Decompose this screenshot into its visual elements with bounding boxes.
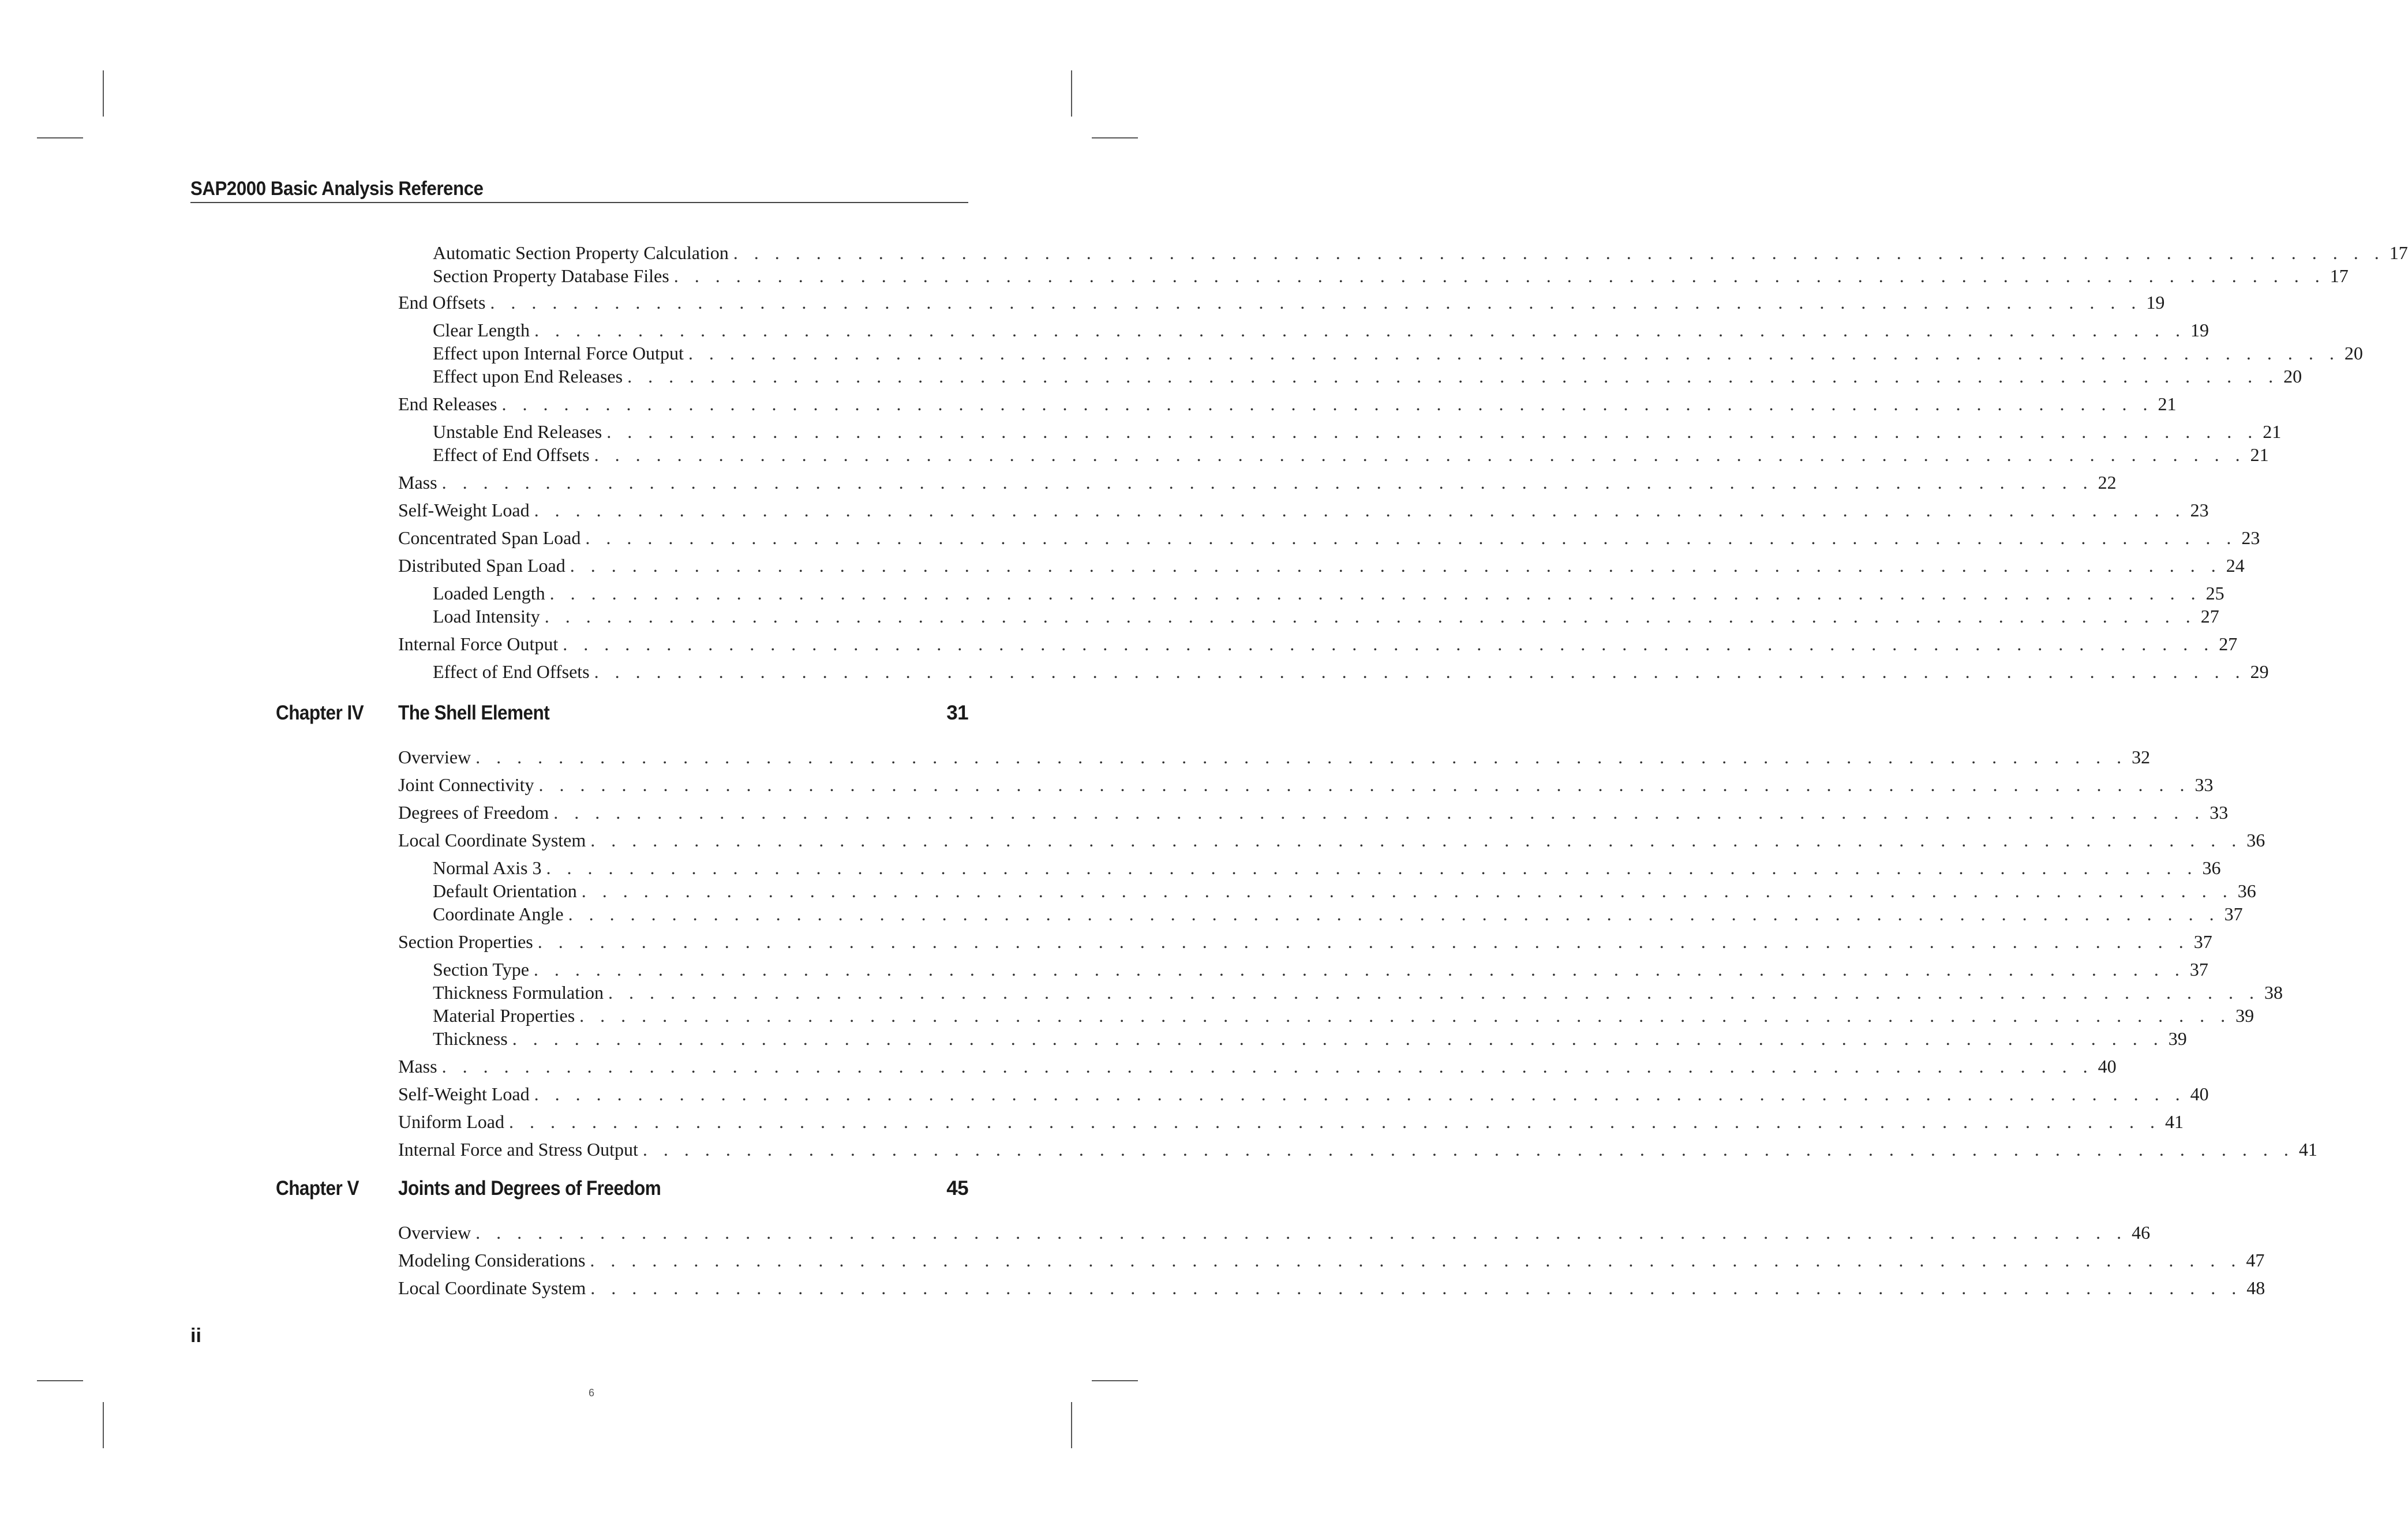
dot-leader: . . . . . . . . . . . . . . . . . . . . . . . . . . . . . . . . . . . . . . . . . . . . . . . . . . . . . . . . . . . . . . . . . . . . . . . . . . . . . . . . [568, 904, 2220, 924]
toc-entry-title: Effect of End Offsets [433, 444, 590, 465]
toc-entry-page: 46 [2132, 1222, 2151, 1243]
toc-entry[interactable] [398, 1082, 2209, 1105]
toc-entry-page: 25 [2205, 583, 2225, 604]
dot-leader: . . . . . . . . . . . . . . . . . . . . . . . . . . . . . . . . . . . . . . . . . . . . . . . . . . . . . . . . . . . . . . . . . . . . . . . . . . . . . . . . [590, 1250, 2242, 1271]
dot-leader: . . . . . . . . . . . . . . . . . . . . . . . . . . . . . . . . . . . . . . . . . . . . . . . . . . . . . . . . . . . . . . . . . . . . . . . . . . . . . . . . [534, 320, 2186, 340]
toc-subentry[interactable] [433, 1027, 2187, 1050]
toc-subentry[interactable] [433, 958, 2208, 981]
toc-entry-title: Effect upon End Releases [433, 366, 623, 387]
toc-entry-page: 41 [2164, 1111, 2184, 1132]
toc-entry[interactable] [398, 1138, 2317, 1161]
toc-entry[interactable] [398, 773, 2214, 796]
toc-entry[interactable] [398, 1055, 2117, 1078]
toc-entry-page: 23 [2241, 527, 2260, 548]
toc-subentry[interactable] [433, 605, 2219, 628]
toc-entry-page: 36 [2246, 830, 2265, 850]
toc-entry-title: Thickness [433, 1028, 508, 1049]
toc-entry[interactable] [398, 1221, 2151, 1244]
toc-entry-title: Degrees of Freedom [398, 802, 549, 823]
toc-entry-title: Local Coordinate System [398, 1277, 586, 1298]
toc-entry[interactable] [398, 745, 2151, 769]
chapter-title[interactable]: The Shell Element [398, 702, 550, 724]
toc-entry-title: Default Orientation [433, 880, 577, 901]
toc-entry-page: 20 [2283, 366, 2302, 387]
toc-entry-page: 20 [2344, 343, 2363, 363]
toc-entry[interactable] [398, 526, 2260, 549]
toc-entry-page: 22 [2098, 472, 2117, 493]
toc-subentry[interactable] [433, 856, 2221, 879]
toc-entry-title: Internal Force Output [398, 634, 559, 654]
toc-subentry[interactable] [433, 241, 2408, 264]
toc-entry-title: Automatic Section Property Calculation [433, 242, 729, 263]
toc-entry-title: Concentrated Span Load [398, 527, 581, 548]
chapter-heading [276, 699, 968, 727]
dot-leader: . . . . . . . . . . . . . . . . . . . . . . . . . . . . . . . . . . . . . . . . . . . . . . . . . . . . . . . . . . . . . . . . . . . . . . . . . . . . . . . . [688, 343, 2340, 363]
toc-entry-page: 27 [2219, 634, 2238, 654]
toc-entry-title: Overview [398, 747, 471, 767]
chapter-page: 45 [946, 1177, 968, 1200]
toc-entry-page: 37 [2189, 959, 2208, 980]
toc-entry-title: End Releases [398, 394, 497, 414]
dot-leader: . . . . . . . . . . . . . . . . . . . . . . . . . . . . . . . . . . . . . . . . . . . . . . . . . . . . . . . . . . . . . . . . . . . . . . . . . . . . . . . . [537, 931, 2189, 952]
toc-subentry[interactable] [433, 981, 2283, 1004]
dot-leader: . . . . . . . . . . . . . . . . . . . . . . . . . . . . . . . . . . . . . . . . . . . . . . . . . . . . . . . . . . . . . . . . . . . . . . . . . . . . . . . . [441, 1056, 2094, 1077]
toc-entry-page: 24 [2226, 555, 2245, 576]
dot-leader: . . . . . . . . . . . . . . . . . . . . . . . . . . . . . . . . . . . . . . . . . . . . . . . . . . . . . . . . . . . . . . . . . . . . . . . . . . . . . . . . [590, 830, 2242, 850]
toc-entry-page: 47 [2246, 1250, 2265, 1271]
toc-entry[interactable] [398, 499, 2209, 522]
toc-entry-title: Effect upon Internal Force Output [433, 343, 684, 363]
page-number: 6 [588, 1387, 594, 1399]
dot-leader: . . . . . . . . . . . . . . . . . . . . . . . . . . . . . . . . . . . . . . . . . . . . . . . . . . . . . . . . . . . . . . . . . . . . . . . . . . . . . . . . [475, 1222, 2128, 1243]
toc-entry-page: 33 [2194, 774, 2214, 795]
toc-subentry[interactable] [433, 1004, 2255, 1027]
toc-entry-title: Coordinate Angle [433, 904, 564, 924]
toc-subentry[interactable] [433, 443, 2269, 466]
dot-leader: . . . . . . . . . . . . . . . . . . . . . . . . . . . . . . . . . . . . . . . . . . . . . . . . . . . . . . . . . . . . . . . . . . . . . . . . . . . . . . . . [608, 982, 2260, 1003]
toc-entry-page: 23 [2190, 500, 2209, 520]
dot-leader: . . . . . . . . . . . . . . . . . . . . . . . . . . . . . . . . . . . . . . . . . . . . . . . . . . . . . . . . . . . . . . . . . . . . . . . . . . . . . . . . [594, 444, 2246, 465]
dot-leader: . . . . . . . . . . . . . . . . . . . . . . . . . . . . . . . . . . . . . . . . . . . . . . . . . . . . . . . . . . . . . . . . . . . . . . . . . . . . . . . . [501, 394, 2154, 414]
toc-entry-title: Local Coordinate System [398, 830, 586, 850]
dot-leader: . . . . . . . . . . . . . . . . . . . . . . . . . . . . . . . . . . . . . . . . . . . . . . . . . . . . . . . . . . . . . . . . . . . . . . . . . . . . . . . . [441, 472, 2094, 493]
dot-leader: . . . . . . . . . . . . . . . . . . . . . . . . . . . . . . . . . . . . . . . . . . . . . . . . . . . . . . . . . . . . . . . . . . . . . . . . . . . . . . . . [673, 265, 2325, 286]
toc-entry-title: Self-Weight Load [398, 1084, 530, 1104]
toc-subentry[interactable] [433, 902, 2243, 925]
dot-leader: . . . . . . . . . . . . . . . . . . . . . . . . . . . . . . . . . . . . . . . . . . . . . . . . . . . . . . . . . . . . . . . . . . . . . . . . . . . . . . . . [594, 661, 2246, 682]
toc-entry-page: 19 [2146, 292, 2165, 313]
toc-entry-title: Load Intensity [433, 606, 540, 627]
toc-entry-page: 21 [2263, 421, 2282, 442]
dot-leader: . . . . . . . . . . . . . . . . . . . . . . . . . . . . . . . . . . . . . . . . . . . . . . . . . . . . . . . . . . . . . . . . . . . . . . . . . . . . . . . . [733, 242, 2385, 263]
toc-subentry[interactable] [433, 879, 2256, 902]
dot-leader: . . . . . . . . . . . . . . . . . . . . . . . . . . . . . . . . . . . . . . . . . . . . . . . . . . . . . . . . . . . . . . . . . . . . . . . . . . . . . . . . [627, 366, 2279, 387]
dot-leader: . . . . . . . . . . . . . . . . . . . . . . . . . . . . . . . . . . . . . . . . . . . . . . . . . . . . . . . . . . . . . . . . . . . . . . . . . . . . . . . . [553, 802, 2205, 823]
toc-entry-page: 37 [2224, 904, 2243, 924]
toc-entry-title: Mass [398, 472, 437, 493]
toc-entry-title: End Offsets [398, 292, 486, 313]
toc-entry-page: 36 [2237, 880, 2256, 901]
toc-subentry[interactable] [433, 420, 2282, 443]
dot-leader: . . . . . . . . . . . . . . . . . . . . . . . . . . . . . . . . . . . . . . . . . . . . . . . . . . . . . . . . . . . . . . . . . . . . . . . . . . . . . . . . [549, 583, 2201, 604]
folio: ii [190, 1325, 201, 1347]
toc-subentry[interactable] [433, 365, 2302, 388]
toc-entry-page: 39 [2168, 1028, 2187, 1049]
toc-entry-page: 40 [2190, 1084, 2209, 1104]
toc-entry[interactable] [398, 471, 2117, 494]
toc-entry-title: Uniform Load [398, 1111, 504, 1132]
toc-entry[interactable] [398, 392, 2177, 415]
dot-leader: . . . . . . . . . . . . . . . . . . . . . . . . . . . . . . . . . . . . . . . . . . . . . . . . . . . . . . . . . . . . . . . . . . . . . . . . . . . . . . . . [508, 1111, 2160, 1132]
toc-entry[interactable] [398, 930, 2212, 953]
dot-leader: . . . . . . . . . . . . . . . . . . . . . . . . . . . . . . . . . . . . . . . . . . . . . . . . . . . . . . . . . . . . . . . . . . . . . . . . . . . . . . . . [534, 500, 2186, 520]
toc-entry-page: 27 [2200, 606, 2219, 627]
toc-subentry[interactable] [433, 264, 2349, 287]
toc-entry-title: Distributed Span Load [398, 555, 566, 576]
toc-entry-title: Material Properties [433, 1005, 575, 1026]
running-head: SAP2000 Basic Analysis Reference [190, 178, 484, 200]
toc-entry-title: Overview [398, 1222, 471, 1243]
toc-entry-title: Mass [398, 1056, 437, 1077]
toc-entry-page: 40 [2098, 1056, 2117, 1077]
toc-entry[interactable] [398, 554, 2245, 577]
toc-entry-page: 37 [2193, 931, 2212, 952]
toc-entry-page: 17 [2330, 265, 2349, 286]
dot-leader: . . . . . . . . . . . . . . . . . . . . . . . . . . . . . . . . . . . . . . . . . . . . . . . . . . . . . . . . . . . . . . . . . . . . . . . . . . . . . . . . [581, 880, 2233, 901]
toc-entry-page: 32 [2132, 747, 2151, 767]
dot-leader: . . . . . . . . . . . . . . . . . . . . . . . . . . . . . . . . . . . . . . . . . . . . . . . . . . . . . . . . . . . . . . . . . . . . . . . . . . . . . . . . [642, 1139, 2294, 1160]
dot-leader: . . . . . . . . . . . . . . . . . . . . . . . . . . . . . . . . . . . . . . . . . . . . . . . . . . . . . . . . . . . . . . . . . . . . . . . . . . . . . . . . [533, 959, 2185, 980]
chapter-label: Chapter IV [276, 702, 364, 724]
toc-entry-page: 19 [2190, 320, 2209, 340]
dot-leader: . . . . . . . . . . . . . . . . . . . . . . . . . . . . . . . . . . . . . . . . . . . . . . . . . . . . . . . . . . . . . . . . . . . . . . . . . . . . . . . . [538, 774, 2190, 795]
dot-leader: . . . . . . . . . . . . . . . . . . . . . . . . . . . . . . . . . . . . . . . . . . . . . . . . . . . . . . . . . . . . . . . . . . . . . . . . . . . . . . . . [546, 857, 2198, 878]
toc-entry-title: Self-Weight Load [398, 500, 530, 520]
toc-entry-title: Modeling Considerations [398, 1250, 586, 1271]
dot-leader: . . . . . . . . . . . . . . . . . . . . . . . . . . . . . . . . . . . . . . . . . . . . . . . . . . . . . . . . . . . . . . . . . . . . . . . . . . . . . . . . [512, 1028, 2164, 1049]
toc-entry-title: Clear Length [433, 320, 530, 340]
toc-entry-page: 21 [2158, 394, 2177, 414]
toc-entry-page: 48 [2246, 1277, 2265, 1298]
toc-entry-title: Thickness Formulation [433, 982, 604, 1003]
toc-entry[interactable] [398, 801, 2229, 824]
dot-leader: . . . . . . . . . . . . . . . . . . . . . . . . . . . . . . . . . . . . . . . . . . . . . . . . . . . . . . . . . . . . . . . . . . . . . . . . . . . . . . . . [544, 606, 2196, 627]
toc-subentry[interactable] [433, 660, 2269, 683]
toc-entry-page: 21 [2250, 444, 2269, 465]
toc-entry-title: Section Type [433, 959, 529, 980]
toc-subentry[interactable] [433, 582, 2225, 605]
toc-entry-title: Effect of End Offsets [433, 661, 590, 682]
dot-leader: . . . . . . . . . . . . . . . . . . . . . . . . . . . . . . . . . . . . . . . . . . . . . . . . . . . . . . . . . . . . . . . . . . . . . . . . . . . . . . . . [563, 634, 2215, 654]
chapter-heading [276, 1175, 968, 1202]
toc-entry-title: Normal Axis 3 [433, 857, 542, 878]
dot-leader: . . . . . . . . . . . . . . . . . . . . . . . . . . . . . . . . . . . . . . . . . . . . . . . . . . . . . . . . . . . . . . . . . . . . . . . . . . . . . . . . [570, 555, 2222, 576]
dot-leader: . . . . . . . . . . . . . . . . . . . . . . . . . . . . . . . . . . . . . . . . . . . . . . . . . . . . . . . . . . . . . . . . . . . . . . . . . . . . . . . . [606, 421, 2259, 442]
toc-subentry[interactable] [433, 318, 2209, 342]
dot-leader: . . . . . . . . . . . . . . . . . . . . . . . . . . . . . . . . . . . . . . . . . . . . . . . . . . . . . . . . . . . . . . . . . . . . . . . . . . . . . . . . [490, 292, 2142, 313]
toc-entry-page: 29 [2250, 661, 2269, 682]
toc-entry-page: 38 [2264, 982, 2283, 1003]
dot-leader: . . . . . . . . . . . . . . . . . . . . . . . . . . . . . . . . . . . . . . . . . . . . . . . . . . . . . . . . . . . . . . . . . . . . . . . . . . . . . . . . [579, 1005, 2231, 1026]
toc-entry-page: 17 [2389, 242, 2408, 263]
toc-entry-title: Internal Force and Stress Output [398, 1139, 638, 1160]
toc-entry-page: 33 [2209, 802, 2229, 823]
toc-entry-title: Loaded Length [433, 583, 545, 604]
toc-entry-title: Section Property Database Files [433, 265, 669, 286]
toc-entry-page: 39 [2235, 1005, 2255, 1026]
dot-leader: . . . . . . . . . . . . . . . . . . . . . . . . . . . . . . . . . . . . . . . . . . . . . . . . . . . . . . . . . . . . . . . . . . . . . . . . . . . . . . . . [534, 1084, 2186, 1104]
toc-entry[interactable] [398, 829, 2265, 852]
toc-subentry[interactable] [433, 342, 2363, 365]
chapter-page: 31 [946, 702, 968, 724]
toc-entry[interactable] [398, 1249, 2265, 1272]
toc-entry-title: Joint Connectivity [398, 774, 534, 795]
toc-entry[interactable] [398, 1110, 2184, 1133]
dot-leader: . . . . . . . . . . . . . . . . . . . . . . . . . . . . . . . . . . . . . . . . . . . . . . . . . . . . . . . . . . . . . . . . . . . . . . . . . . . . . . . . [585, 527, 2237, 548]
toc-entry[interactable] [398, 632, 2238, 655]
toc-entry-title: Unstable End Releases [433, 421, 602, 442]
chapter-title[interactable]: Joints and Degrees of Freedom [398, 1177, 661, 1200]
dot-leader: . . . . . . . . . . . . . . . . . . . . . . . . . . . . . . . . . . . . . . . . . . . . . . . . . . . . . . . . . . . . . . . . . . . . . . . . . . . . . . . . [475, 747, 2128, 767]
toc-entry-title: Section Properties [398, 931, 533, 952]
chapter-label: Chapter V [276, 1177, 359, 1200]
toc-entry[interactable] [398, 291, 2165, 314]
toc-entry-page: 41 [2298, 1139, 2317, 1160]
toc-entry-page: 36 [2202, 857, 2221, 878]
toc-entry[interactable] [398, 1276, 2265, 1299]
dot-leader: . . . . . . . . . . . . . . . . . . . . . . . . . . . . . . . . . . . . . . . . . . . . . . . . . . . . . . . . . . . . . . . . . . . . . . . . . . . . . . . . [590, 1277, 2242, 1298]
